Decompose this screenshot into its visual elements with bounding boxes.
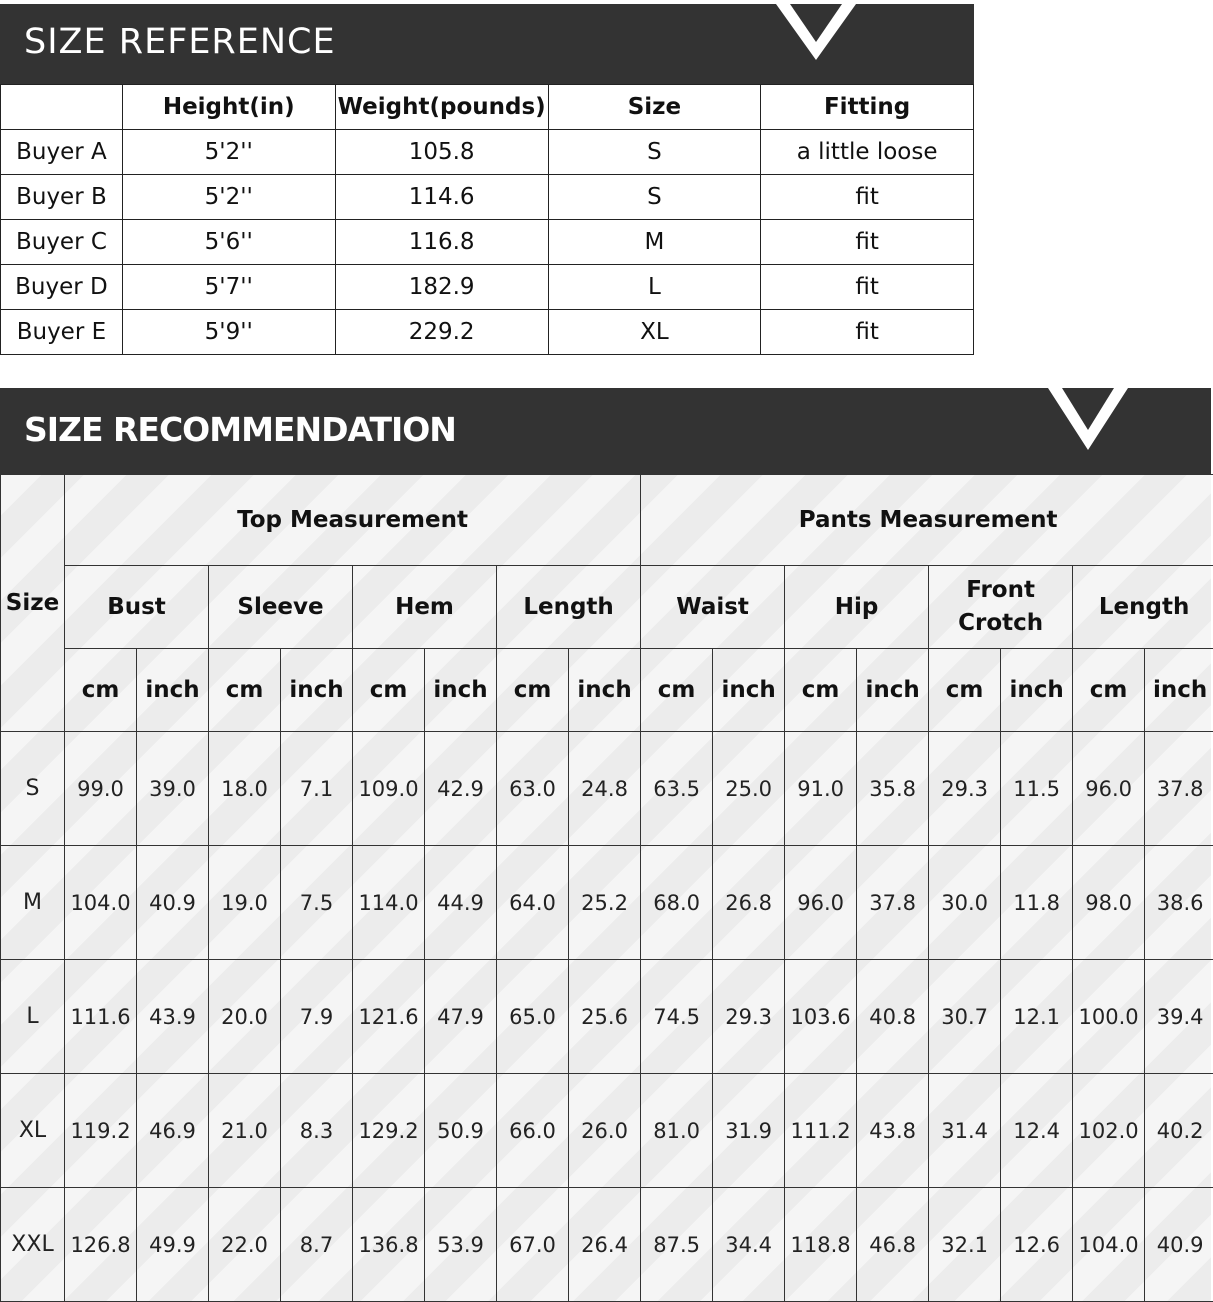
table-cell: 47.9 xyxy=(425,960,497,1074)
table-cell: 35.8 xyxy=(857,732,929,846)
table-cell: 30.7 xyxy=(929,960,1001,1074)
header-unit: cm xyxy=(65,649,137,732)
header-weight: Weight(pounds) xyxy=(335,85,548,130)
table-cell: 87.5 xyxy=(641,1188,713,1302)
buyer-label: Buyer C xyxy=(1,220,123,265)
table-cell: 111.2 xyxy=(785,1074,857,1188)
table-cell: 31.4 xyxy=(929,1074,1001,1188)
table-cell: 121.6 xyxy=(353,960,425,1074)
header-height: Height(in) xyxy=(122,85,335,130)
size-recommendation-title: SIZE RECOMMENDATION xyxy=(24,410,456,449)
header-unit: inch xyxy=(137,649,209,732)
table-cell: 7.1 xyxy=(281,732,353,846)
table-cell: 65.0 xyxy=(497,960,569,1074)
table-cell: 5'2'' xyxy=(122,175,335,220)
table-cell: 30.0 xyxy=(929,846,1001,960)
table-cell: fit xyxy=(761,175,974,220)
table-cell: 53.9 xyxy=(425,1188,497,1302)
table-cell: 19.0 xyxy=(209,846,281,960)
table-cell: 24.8 xyxy=(569,732,641,846)
table-row xyxy=(1,846,1213,960)
header-measurement: Sleeve xyxy=(209,566,353,649)
table-cell: 7.9 xyxy=(281,960,353,1074)
size-recommendation-banner xyxy=(0,388,1211,474)
table-cell: 42.9 xyxy=(425,732,497,846)
buyer-label: Buyer B xyxy=(1,175,123,220)
table-cell: 46.8 xyxy=(857,1188,929,1302)
header-size: Size xyxy=(548,85,761,130)
buyer-label: Buyer A xyxy=(1,130,123,175)
header-unit: cm xyxy=(641,649,713,732)
table-cell: 63.0 xyxy=(497,732,569,846)
table-row xyxy=(1,1188,1213,1302)
header-pants-measurement: Pants Measurement xyxy=(641,475,1213,566)
table-cell: 39.0 xyxy=(137,732,209,846)
table-cell: 26.4 xyxy=(569,1188,641,1302)
table-cell: a little loose xyxy=(761,130,974,175)
table-cell: 21.0 xyxy=(209,1074,281,1188)
table-cell: 50.9 xyxy=(425,1074,497,1188)
table-row xyxy=(1,960,1213,1074)
size-reference-title: SIZE REFERENCE xyxy=(24,22,336,62)
header-measurement: Hip xyxy=(785,566,929,649)
table-cell: 129.2 xyxy=(353,1074,425,1188)
table-cell: 40.2 xyxy=(1145,1074,1213,1188)
table-cell: 20.0 xyxy=(209,960,281,1074)
header-unit: cm xyxy=(497,649,569,732)
table-cell: 11.5 xyxy=(1001,732,1073,846)
table-cell: 64.0 xyxy=(497,846,569,960)
header-unit: inch xyxy=(1145,649,1213,732)
table-row xyxy=(1,265,974,310)
table-cell: 11.8 xyxy=(1001,846,1073,960)
size-label: M xyxy=(1,846,65,960)
table-cell: S xyxy=(548,175,761,220)
table-cell: 37.8 xyxy=(857,846,929,960)
table-cell: 109.0 xyxy=(353,732,425,846)
table-cell: 38.6 xyxy=(1145,846,1213,960)
header-unit: inch xyxy=(425,649,497,732)
table-cell: 8.3 xyxy=(281,1074,353,1188)
table-cell: 96.0 xyxy=(1073,732,1145,846)
table-cell: 136.8 xyxy=(353,1188,425,1302)
table-row xyxy=(1,732,1213,846)
table-cell: 25.2 xyxy=(569,846,641,960)
table-cell: 5'7'' xyxy=(122,265,335,310)
table-cell: 118.8 xyxy=(785,1188,857,1302)
table-row xyxy=(1,175,974,220)
table-cell: 126.8 xyxy=(65,1188,137,1302)
header-size: Size xyxy=(1,475,65,732)
size-recommendation-table xyxy=(0,474,1213,1302)
unit-header-row xyxy=(1,649,1213,732)
table-cell: 74.5 xyxy=(641,960,713,1074)
table-cell: 31.9 xyxy=(713,1074,785,1188)
table-cell: 229.2 xyxy=(335,310,548,355)
size-label: XXL xyxy=(1,1188,65,1302)
header-unit: inch xyxy=(569,649,641,732)
header-unit: cm xyxy=(209,649,281,732)
table-cell: 99.0 xyxy=(65,732,137,846)
table-cell: 66.0 xyxy=(497,1074,569,1188)
header-unit: cm xyxy=(929,649,1001,732)
header-unit: cm xyxy=(1073,649,1145,732)
table-row xyxy=(1,310,974,355)
header-unit: cm xyxy=(353,649,425,732)
table-cell: 34.4 xyxy=(713,1188,785,1302)
buyer-label: Buyer D xyxy=(1,265,123,310)
header-measurement: Hem xyxy=(353,566,497,649)
header-measurement: Length xyxy=(1073,566,1213,649)
chevron-down-icon xyxy=(776,4,856,64)
group-header-row xyxy=(1,475,1213,566)
size-label: L xyxy=(1,960,65,1074)
table-cell: 63.5 xyxy=(641,732,713,846)
header-measurement: Bust xyxy=(65,566,209,649)
table-cell: 43.8 xyxy=(857,1074,929,1188)
table-cell: 40.9 xyxy=(1145,1188,1213,1302)
table-cell: 22.0 xyxy=(209,1188,281,1302)
table-cell: 44.9 xyxy=(425,846,497,960)
table-row xyxy=(1,130,974,175)
table-cell: 116.8 xyxy=(335,220,548,265)
table-cell: 103.6 xyxy=(785,960,857,1074)
table-cell: 8.7 xyxy=(281,1188,353,1302)
header-cell xyxy=(1,85,123,130)
table-cell: 12.1 xyxy=(1001,960,1073,1074)
table-cell: 26.0 xyxy=(569,1074,641,1188)
table-cell: fit xyxy=(761,220,974,265)
table-cell: 104.0 xyxy=(1073,1188,1145,1302)
table-cell: 29.3 xyxy=(713,960,785,1074)
table-cell: 114.6 xyxy=(335,175,548,220)
chevron-down-icon xyxy=(1048,388,1128,454)
table-cell: 114.0 xyxy=(353,846,425,960)
table-cell: 12.6 xyxy=(1001,1188,1073,1302)
table-cell: 91.0 xyxy=(785,732,857,846)
table-cell: 32.1 xyxy=(929,1188,1001,1302)
buyer-label: Buyer E xyxy=(1,310,123,355)
table-cell: 39.4 xyxy=(1145,960,1213,1074)
table-cell: 111.6 xyxy=(65,960,137,1074)
table-cell: XL xyxy=(548,310,761,355)
header-measurement: Waist xyxy=(641,566,785,649)
table-cell: fit xyxy=(761,310,974,355)
size-label: S xyxy=(1,732,65,846)
table-cell: fit xyxy=(761,265,974,310)
header-unit: cm xyxy=(785,649,857,732)
header-measurement: Front Crotch xyxy=(929,566,1073,649)
table-row xyxy=(1,220,974,265)
table-row xyxy=(1,1074,1213,1188)
table-cell: 119.2 xyxy=(65,1074,137,1188)
header-top-measurement: Top Measurement xyxy=(65,475,641,566)
table-cell: 40.9 xyxy=(137,846,209,960)
table-cell: 25.6 xyxy=(569,960,641,1074)
table-header-row xyxy=(1,85,974,130)
table-cell: 67.0 xyxy=(497,1188,569,1302)
header-unit: inch xyxy=(857,649,929,732)
size-reference-banner xyxy=(0,4,974,84)
table-cell: 102.0 xyxy=(1073,1074,1145,1188)
table-cell: 29.3 xyxy=(929,732,1001,846)
table-cell: 49.9 xyxy=(137,1188,209,1302)
measurement-header-row xyxy=(1,566,1213,649)
table-cell: 46.9 xyxy=(137,1074,209,1188)
table-cell: 182.9 xyxy=(335,265,548,310)
table-cell: 12.4 xyxy=(1001,1074,1073,1188)
table-cell: 5'9'' xyxy=(122,310,335,355)
table-cell: 81.0 xyxy=(641,1074,713,1188)
table-cell: 43.9 xyxy=(137,960,209,1074)
table-cell: 18.0 xyxy=(209,732,281,846)
table-cell: 40.8 xyxy=(857,960,929,1074)
header-measurement: Length xyxy=(497,566,641,649)
header-unit: inch xyxy=(713,649,785,732)
table-cell: L xyxy=(548,265,761,310)
table-cell: 104.0 xyxy=(65,846,137,960)
table-cell: S xyxy=(548,130,761,175)
size-label: XL xyxy=(1,1074,65,1188)
table-cell: 100.0 xyxy=(1073,960,1145,1074)
header-fitting: Fitting xyxy=(761,85,974,130)
table-cell: 25.0 xyxy=(713,732,785,846)
table-cell: 68.0 xyxy=(641,846,713,960)
header-unit: inch xyxy=(281,649,353,732)
header-unit: inch xyxy=(1001,649,1073,732)
table-cell: 96.0 xyxy=(785,846,857,960)
table-cell: 5'6'' xyxy=(122,220,335,265)
table-cell: 5'2'' xyxy=(122,130,335,175)
table-cell: 98.0 xyxy=(1073,846,1145,960)
table-cell: M xyxy=(548,220,761,265)
table-cell: 26.8 xyxy=(713,846,785,960)
table-cell: 105.8 xyxy=(335,130,548,175)
table-cell: 7.5 xyxy=(281,846,353,960)
size-reference-table xyxy=(0,84,974,355)
table-cell: 37.8 xyxy=(1145,732,1213,846)
